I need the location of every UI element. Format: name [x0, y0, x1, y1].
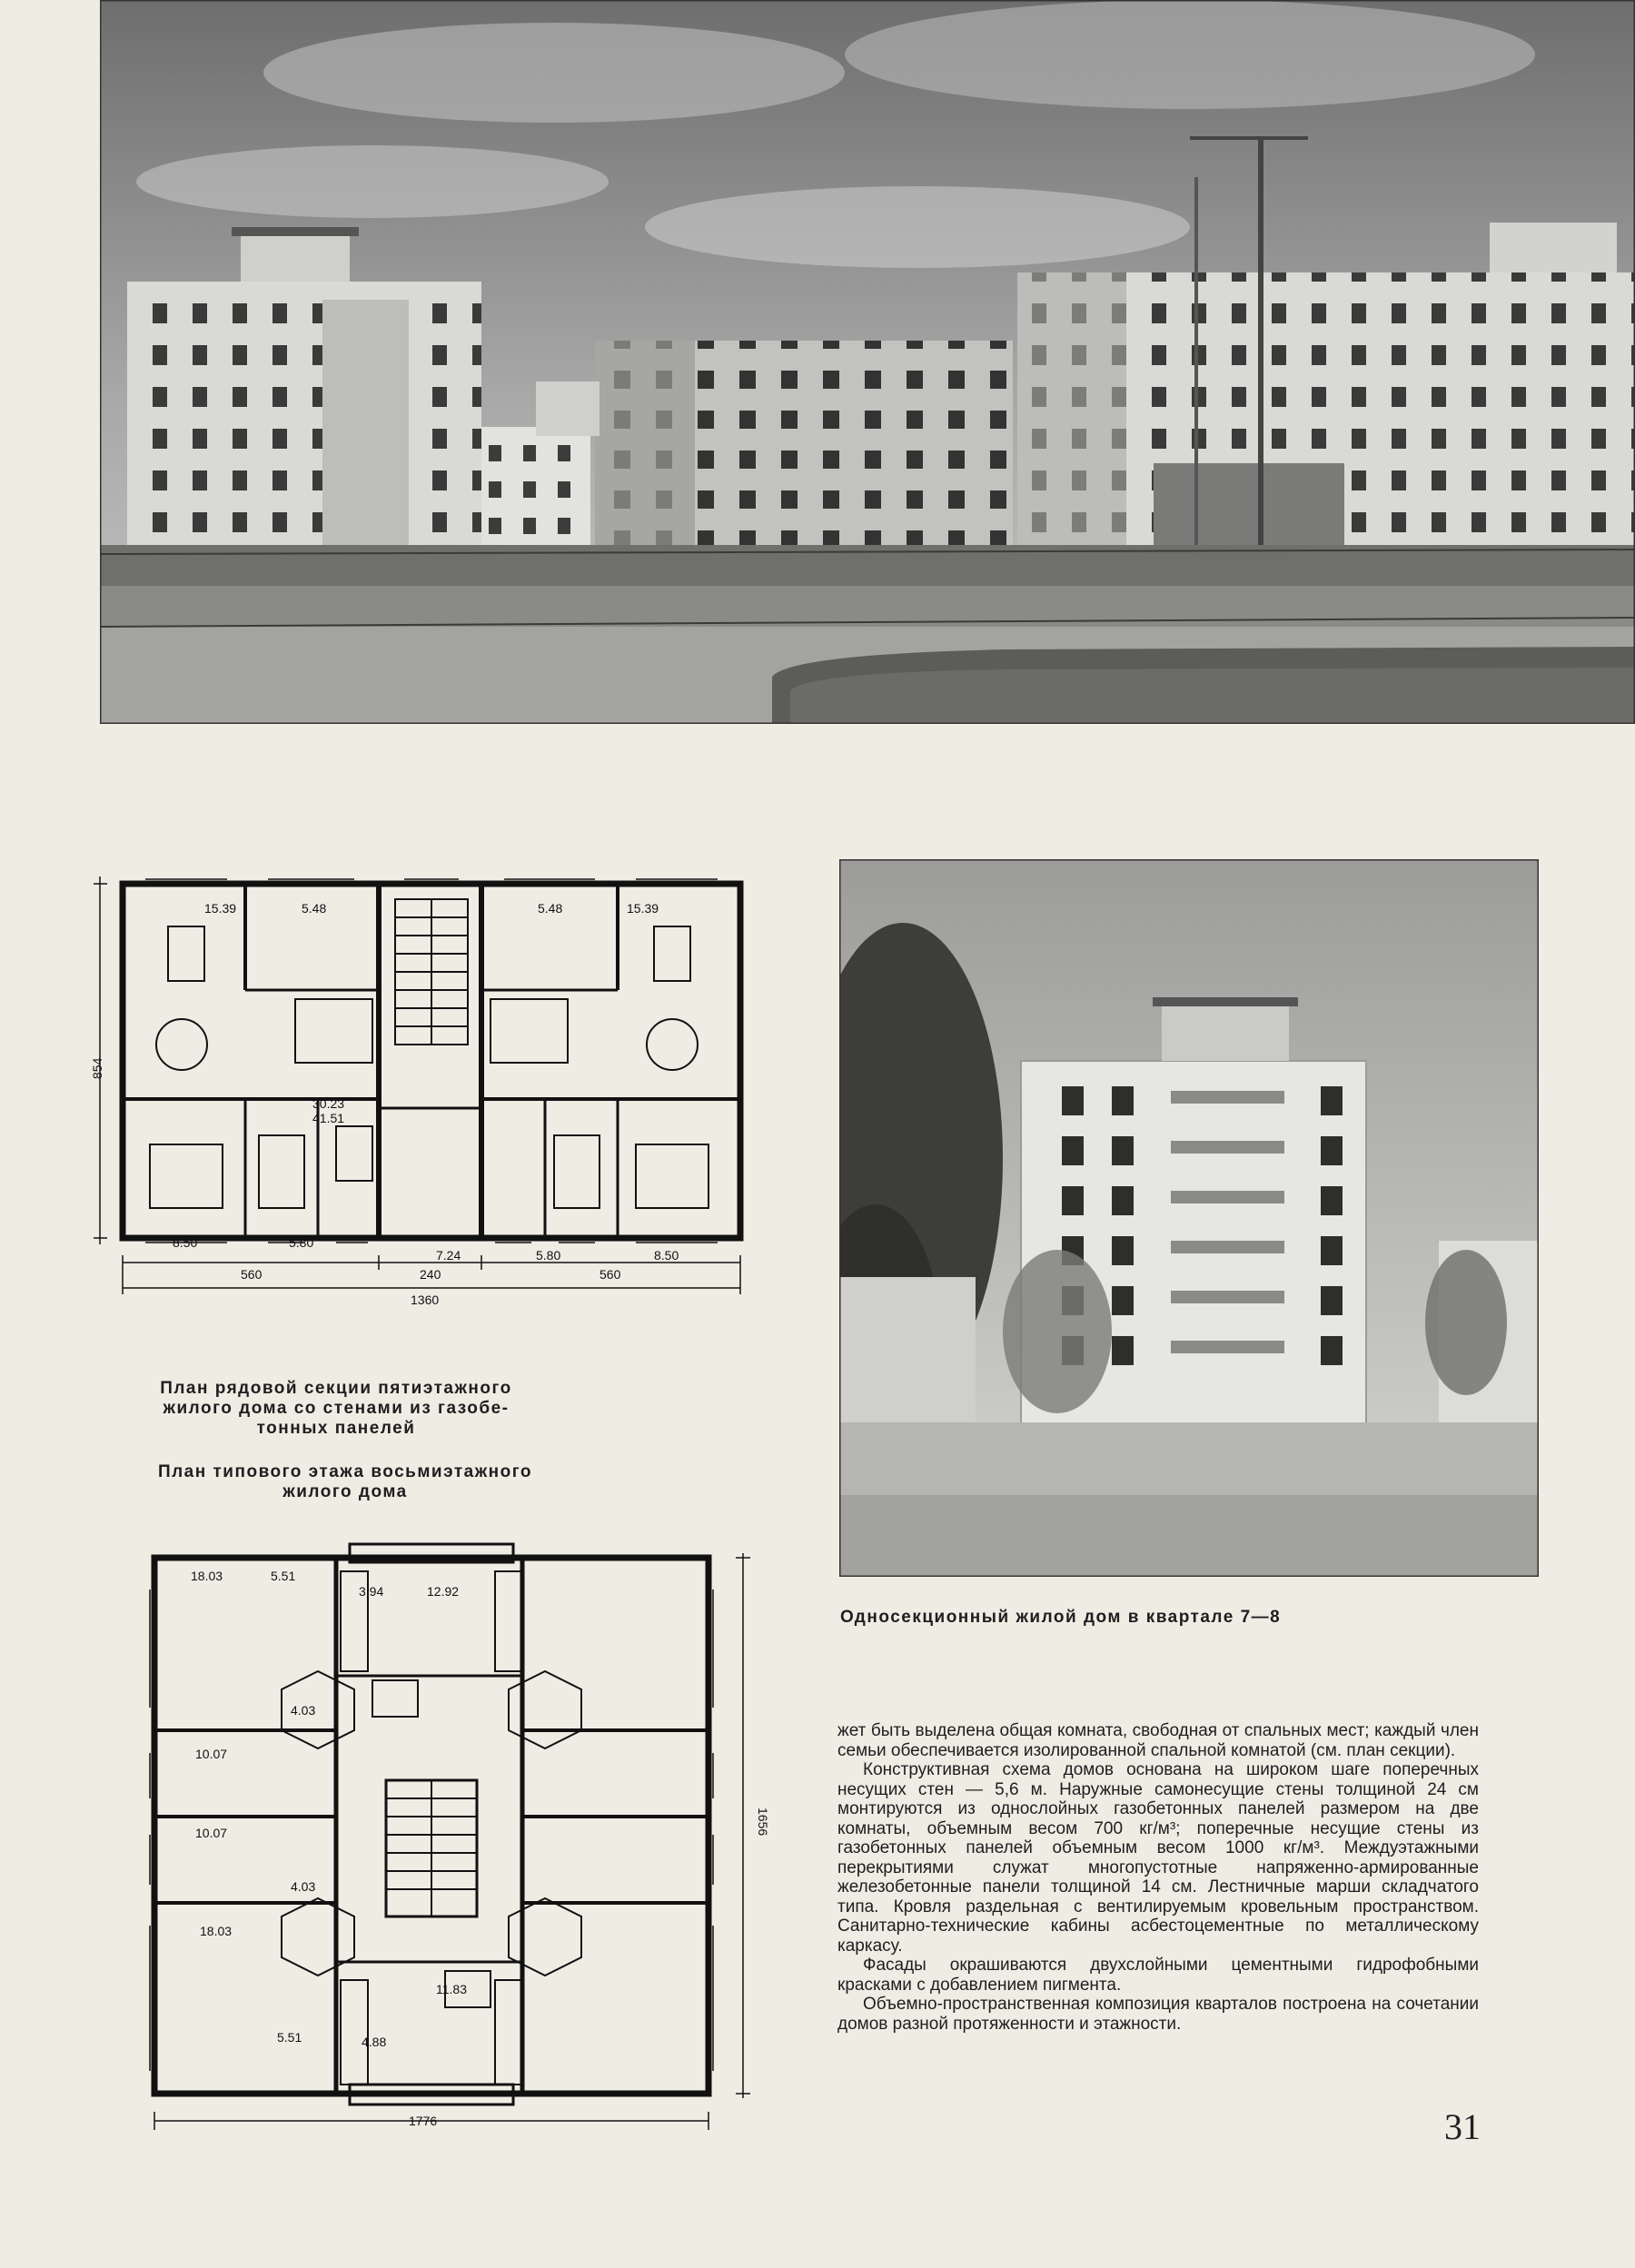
housing-block-photo: [100, 0, 1635, 724]
eight-storey-floor-plan: [136, 1535, 772, 2134]
paragraph: Объемно-пространственная композиция кварталов построена на сочетании домов разной протяженности и этажности.: [837, 1995, 1479, 2034]
room-area-label: 5.80: [289, 1235, 314, 1250]
row-section-floor-plan: [91, 872, 763, 1308]
room-area-label: 5.51: [277, 2030, 302, 2045]
room-area-label: 4.88: [362, 2035, 387, 2049]
dimension-left: 560: [241, 1267, 263, 1282]
dimension-height: 1656: [756, 1807, 770, 1837]
room-area-label: 18.03: [200, 1924, 233, 1938]
room-area-label: 12.92: [427, 1584, 460, 1599]
paragraph: Конструктивная схема домов основана на широком шаге поперечных несущих стен — 5,6 м. Наружные самонесущие стены толщиной 24 см монтируются из однослойных газобетонных панелей размером на две комнаты, объемным весом 700 кг/м³; поперечные несущие стены из газобетонных панелей объемным весом 1000 кг/м³. Междуэтажными перекрытиями служат многопустотные напряженно-армированные железобетонные панели толщиной 14 см. Лестничные марши складчатого типа. Кровля раздельная с вентилируемым кровельным пространством. Санитарно-технические кабины асбестоцементные по металлическому каркасу.: [837, 1760, 1479, 1956]
dimension-right: 560: [600, 1267, 621, 1282]
room-area-label: 41.51: [312, 1111, 345, 1125]
caption-line: План рядовой секции пятиэтажного: [160, 1379, 512, 1398]
dimension-height: 854: [90, 1057, 104, 1079]
room-area-label: 7.24: [436, 1248, 461, 1263]
room-area-label: 4.03: [291, 1879, 316, 1894]
article-body: [837, 1721, 1479, 2034]
page-number: 31: [1444, 2106, 1481, 2147]
room-area-label: 8.50: [654, 1248, 679, 1263]
room-area-label: 4.03: [291, 1703, 316, 1718]
room-area-label: 15.39: [204, 901, 237, 916]
caption-line: План типового этажа восьмиэтажного: [157, 1462, 533, 1481]
room-area-label: 5.51: [271, 1569, 296, 1583]
paragraph: Фасады окрашиваются двухслойными цементными гидрофобными красками с добавлением пигмента.: [837, 1956, 1479, 1995]
tall-photo-caption: Односекционный жилой дом в квартале 7—8: [840, 1608, 1282, 1627]
row-section-caption: [109, 1379, 563, 1439]
room-area-label: 5.48: [302, 901, 327, 916]
room-area-label: 30.23: [312, 1096, 345, 1111]
caption-line: жилого дома со стенами из газобе-: [163, 1399, 510, 1418]
room-area-label: 10.07: [195, 1826, 228, 1840]
eight-storey-caption: [118, 1462, 572, 1502]
paragraph: жет быть выделена общая комната, свободная от спальных мест; каждый член семьи обеспечивается изолированной спальной комнатой (см. план секции).: [837, 1721, 1479, 1760]
dimension-total: 1360: [411, 1292, 440, 1307]
room-area-label: 10.07: [195, 1747, 228, 1761]
room-area-label: 5.48: [538, 901, 563, 916]
single-section-building-photo: [839, 859, 1539, 1577]
dimension-mid: 240: [420, 1267, 441, 1282]
room-area-label: 15.39: [627, 901, 659, 916]
room-area-label: 11.83: [436, 1982, 467, 1996]
caption-line: жилого дома: [282, 1482, 408, 1501]
room-area-label: 8.50: [173, 1235, 198, 1250]
caption-line: тонных панелей: [256, 1419, 416, 1438]
room-area-label: 3.94: [359, 1584, 384, 1599]
dimension-width: 1776: [409, 2114, 438, 2128]
room-area-label: 5.80: [536, 1248, 561, 1263]
room-area-label: 18.03: [191, 1569, 223, 1583]
